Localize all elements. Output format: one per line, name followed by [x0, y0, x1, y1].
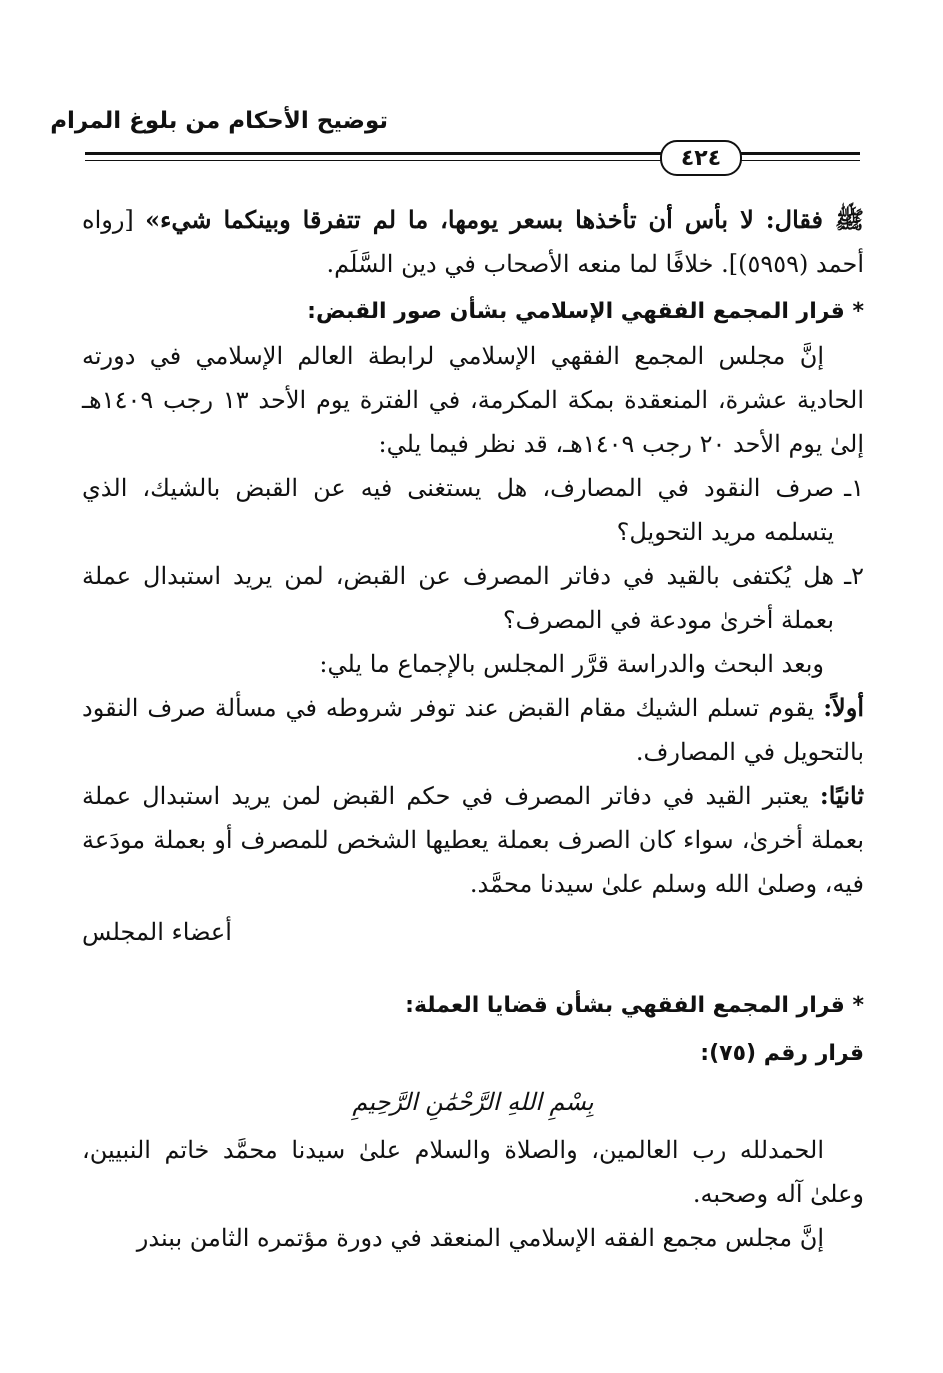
header-rule-thick [85, 152, 860, 155]
hadith-quote: ﷺ فقال: لا بأس أن تأخذها بسعر يومها، ما لم تتفرقا وبينكما شيء» [145, 205, 864, 234]
page-body [82, 198, 864, 1260]
signatory: أعضاء المجلس [82, 918, 232, 946]
spacer [82, 954, 864, 980]
paragraph-praise: الحمدلله رب العالمين، والصلاة والسلام علىٰ سيدنا محمَّد خاتم النبيين، وعلىٰ آله وصحبه. [82, 1136, 864, 1208]
paragraph-hadith [82, 198, 864, 286]
decision-number: قرار رقم (٧٥): [700, 1041, 864, 1066]
header-rule-thin [85, 160, 860, 161]
decision-first-text: يقوم تسلم الشيك مقام القبض عند توفر شروطه في مسألة صرف النقود بالتحويل في المصارف. [82, 694, 864, 766]
page-number: ٤٢٤ [660, 140, 742, 176]
decision-first-label: أولاً: [823, 693, 864, 722]
book-title: توضيح الأحكام من بلوغ المرام [50, 108, 388, 134]
paragraph-council-eighth: إنَّ مجلس مجمع الفقه الإسلامي المنعقد في دورة مؤتمره الثامن ببندر [136, 1224, 824, 1252]
paragraph-council-intro: إنَّ مجلس المجمع الفقهي الإسلامي لرابطة العالم الإسلامي في دورته الحادية عشرة، المنعقدة بمكة المكرمة، في الفترة يوم الأحد ١٣ رجب ١٤٠٩هـ إلىٰ يوم الأحد ٢٠ رجب ١٤٠٩هـ، قد نظر فيما يلي: [82, 342, 864, 458]
decision-second [82, 774, 864, 906]
list-item [82, 466, 864, 554]
item-number: ١ـ [844, 474, 864, 502]
section-heading-qabd: * قرار المجمع الفقهي الإسلامي بشأن صور القبض: [307, 299, 864, 324]
item-text: هل يُكتفى بالقيد في دفاتر المصرف عن القبض، لمن يريد استبدال عملة بعملة أخرىٰ مودعة في المصرف؟ [82, 562, 834, 634]
list-item [82, 554, 864, 642]
hadith-citation: [رواه أحمد (٥٩٥٩)]. خلافًا لما منعه الأصحاب في دين السَّلَم. [82, 206, 864, 278]
decision-second-text: يعتبر القيد في دفاتر المصرف في حكم القبض لمن يريد استبدال عملة بعملة أخرىٰ، سواء كان الصرف بعملة يعطيها الشخص للمصرف أو بعملة مودَعة فيه، وصلىٰ الله وسلم علىٰ سيدنا محمَّد. [82, 782, 864, 898]
decision-first [82, 686, 864, 774]
section-heading-currency: * قرار المجمع الفقهي بشأن قضايا العملة: [405, 993, 864, 1018]
item-number: ٢ـ [844, 562, 864, 590]
item-text: صرف النقود في المصارف، هل يستغنى فيه عن القبض بالشيك، الذي يتسلمه مريد التحويل؟ [82, 474, 834, 546]
basmala: بِسْمِ اللهِ الرَّحْمَٰنِ الرَّحِيمِ [352, 1088, 594, 1116]
paragraph-decision-intro: وبعد البحث والدراسة قرَّر المجلس بالإجماع ما يلي: [319, 650, 824, 678]
decision-second-label: ثانيًا: [819, 781, 864, 810]
